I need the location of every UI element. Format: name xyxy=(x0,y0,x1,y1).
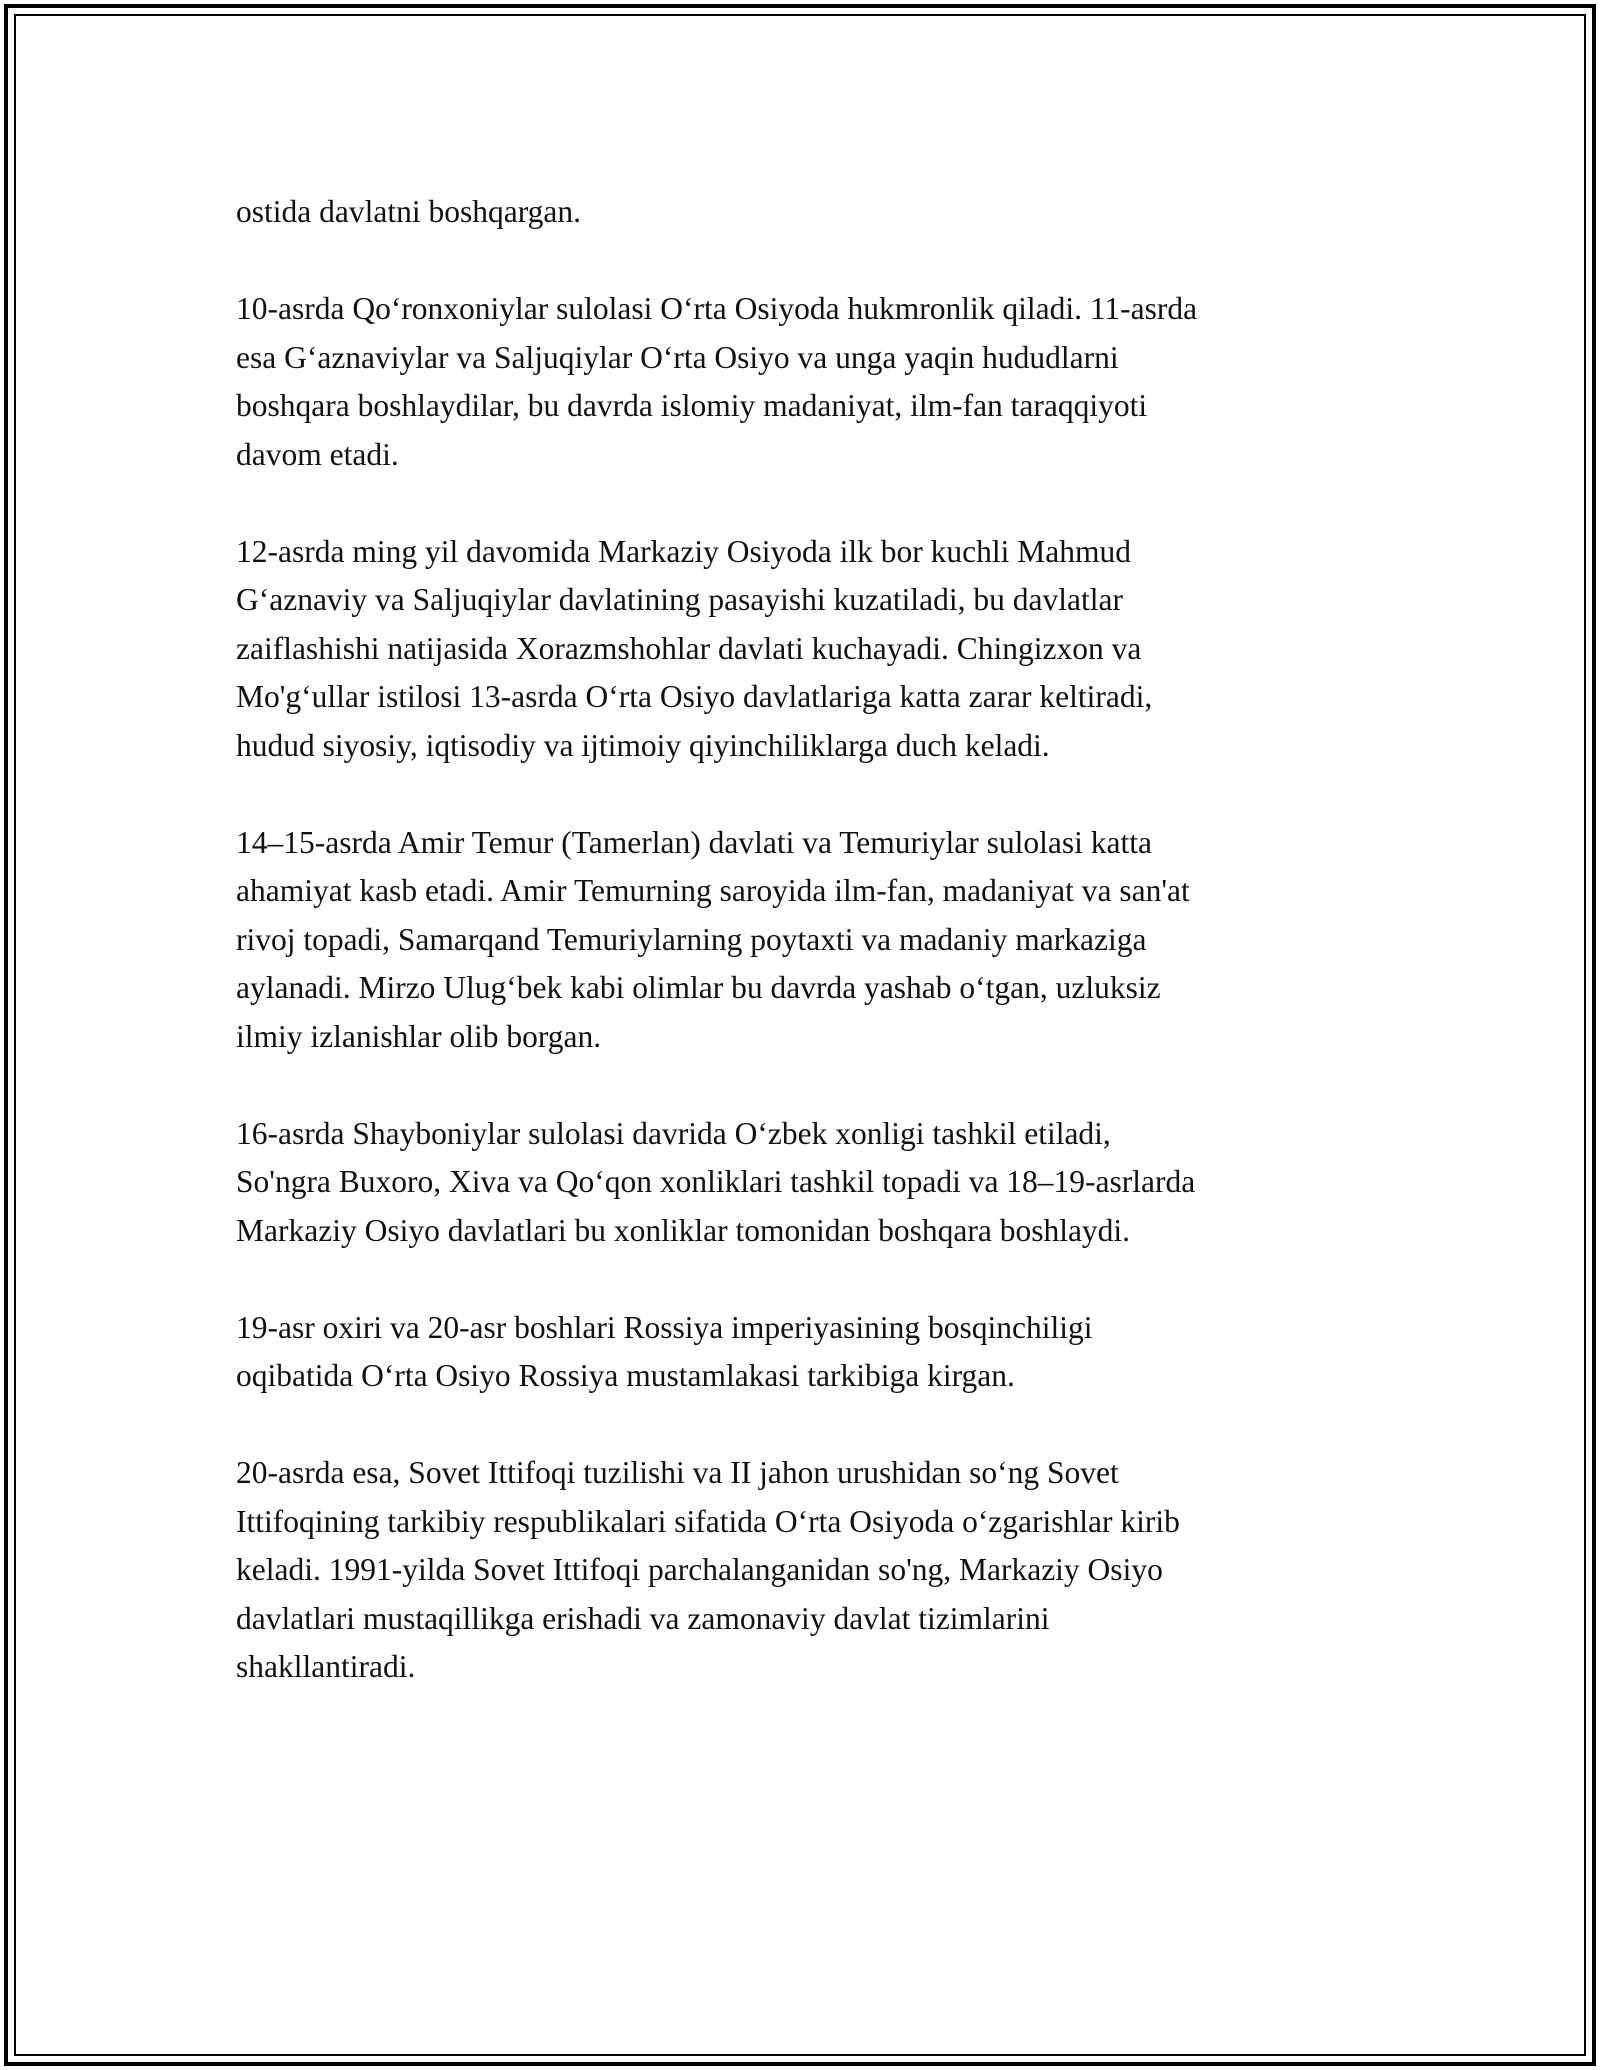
paragraph: 19-asr oxiri va 20-asr boshlari Rossiya imperiyasining bosqinchiligi oqibatida O‘rta Osiyo Rossiya mustamlakasi tarkibiga kirgan. xyxy=(236,1309,1093,1393)
document-body xyxy=(236,188,1376,1740)
paragraph: 20-asrda esa, Sovet Ittifoqi tuzilishi va II jahon urushidan so‘ng Sovet Ittifoqining tarkibiy respublikalari sifatida O‘rta Osiyoda o‘zgarishlar kirib keladi. 1991-yilda Sovet Ittifoqi parchalanganidan so'ng, Markaziy Osiyo davlatlari mustaqillikga erishadi va zamonaviy davlat tizimlarini shakllantiradi. xyxy=(236,1455,1180,1684)
paragraph: 10-asrda Qo‘ronxoniylar sulolasi O‘rta Osiyoda hukmronlik qiladi. 11-asrda esa G‘aznaviylar va Saljuqiylar O‘rta Osiyo va unga yaqin hududlarni boshqara boshlaydilar, bu davrda islomiy madaniyat, ilm-fan taraqqiyoti davom etadi. xyxy=(236,291,1198,472)
paragraph: 12-asrda ming yil davomida Markaziy Osiyoda ilk bor kuchli Mahmud G‘aznaviy va Saljuqiylar davlatining pasayishi kuzatiladi, bu davlatlar zaiflashishi natijasida Xorazmshohlar davlati kuchayadi. Chingizxon va Mo'g‘ullar istilosi 13-asrda O‘rta Osiyo davlatlariga katta zarar keltiradi, hudud siyosiy, iqtisodiy va ijtimoiy qiyinchiliklarga duch keladi. xyxy=(236,533,1153,763)
paragraph: 16-asrda Shayboniylar sulolasi davrida O‘zbek xonligi tashkil etiladi, So'ngra Buxoro, Xiva va Qo‘qon xonliklari tashkil topadi va 18–19-asrlarda Markaziy Osiyo davlatlari bu xonliklar tomonidan boshqara boshlaydi. xyxy=(236,1115,1196,1248)
paragraph: 14–15-asrda Amir Temur (Tamerlan) davlati va Temuriylar sulolasi katta ahamiyat kasb etadi. Amir Temurning saroyida ilm-fan, madaniyat va san'at rivoj topadi, Samarqand Temuriylarning poytaxti va madaniy markaziga aylanadi. Mirzo Ulug‘bek kabi olimlar bu davrda yashab o‘tgan, uzluksiz ilmiy izlanishlar olib borgan. xyxy=(236,824,1190,1054)
paragraph: ostida davlatni boshqargan. xyxy=(236,194,581,229)
